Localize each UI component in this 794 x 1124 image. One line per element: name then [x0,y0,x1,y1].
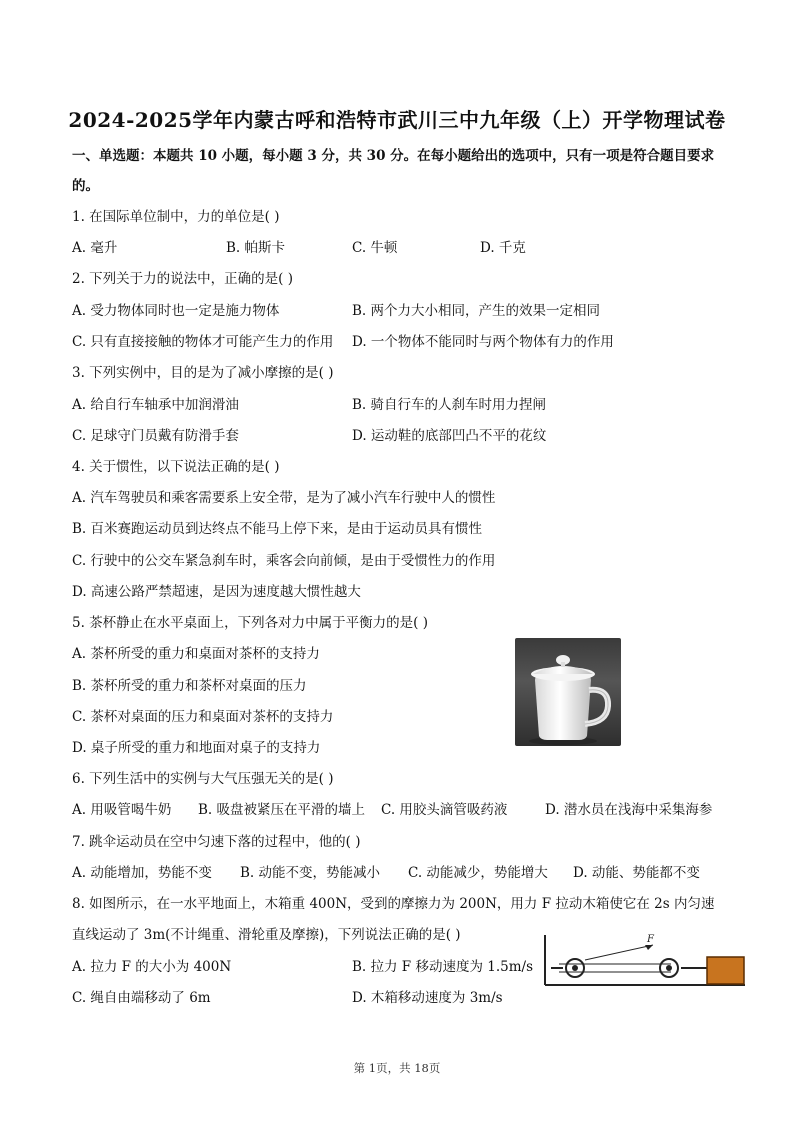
q1-option-d: D. 千克 [480,240,526,256]
fixed-pulley-icon [551,959,584,977]
q3-option-d: D. 运动鞋的底部凹凸不平的花纹 [352,428,547,444]
question-8-stem-cont: 直线运动了 3m(不计绳重、滑轮重及摩擦)，下列说法正确的是( ) [72,927,461,943]
page-title: 2024-2025学年内蒙古呼和浩特市武川三中九年级（上）开学物理试卷 [68,108,726,132]
question-8-stem: 8. 如图所示，在一水平地面上，木箱重 400N，受到的摩擦力为 200N，用力 F 拉动木箱使它在 2s 内匀速 [72,896,715,912]
q5-option-a: A. 茶杯所受的重力和桌面对茶杯的支持力 [72,646,320,662]
q7-option-b: B. 动能不变，势能减小 [240,865,381,881]
q7-option-a: A. 动能增加，势能不变 [72,865,212,881]
force-label: F [647,934,654,945]
q4-option-b: B. 百米赛跑运动员到达终点不能马上停下来，是由于运动员具有惯性 [72,521,483,537]
q4-option-c: C. 行驶中的公交车紧急刹车时，乘客会向前倾，是由于受惯性力的作用 [72,553,496,569]
q8-option-a: A. 拉力 F 的大小为 400N [72,959,232,975]
q1-option-b: B. 帕斯卡 [226,240,286,256]
q8-option-c: C. 绳自由端移动了 6m [72,990,211,1006]
q5-option-c: C. 茶杯对桌面的压力和桌面对茶杯的支持力 [72,709,334,725]
wooden-box [707,957,744,984]
force-arrow-icon [645,945,653,950]
q5-option-b: B. 茶杯所受的重力和茶杯对桌面的压力 [72,678,307,694]
q2-option-d: D. 一个物体不能同时与两个物体有力的作用 [352,334,614,350]
question-4-stem: 4. 关于惯性，以下说法正确的是( ) [72,459,280,475]
page-footer: 第 1页，共 18页 [353,1061,441,1075]
teacup-photo [515,638,621,746]
q3-option-a: A. 给自行车轴承中加润滑油 [72,397,239,413]
q8-option-d: D. 木箱移动速度为 3m/s [352,990,503,1006]
q8-option-b: B. 拉力 F 移动速度为 1.5m/s [352,959,533,975]
question-2-stem: 2. 下列关于力的说法中，正确的是( ) [72,271,293,287]
q3-option-c: C. 足球守门员戴有防滑手套 [72,428,239,444]
question-3-stem: 3. 下列实例中，目的是为了减小摩擦的是( ) [72,365,334,381]
section-heading-line1: 一、单选题：本题共 10 小题，每小题 3 分，共 30 分。在每小题给出的选项中，只有一项是符合题目要求 [72,148,715,164]
q4-option-a: A. 汽车驾驶员和乘客需要系上安全带，是为了减小汽车行驶中人的惯性 [72,490,496,506]
q1-option-c: C. 牛顿 [352,240,398,256]
q6-option-a: A. 用吸管喝牛奶 [72,802,172,818]
section-heading-line2: 的。 [72,178,99,194]
q6-option-c: C. 用胶头滴管吸药液 [381,802,508,818]
q4-option-d: D. 高速公路严禁超速，是因为速度越大惯性越大 [72,584,361,600]
q1-option-a: A. 毫升 [72,240,118,256]
movable-pulley-icon [660,959,707,977]
question-7-stem: 7. 跳伞运动员在空中匀速下落的过程中，他的( ) [72,834,361,850]
pulley-figure [541,931,747,993]
q2-option-a: A. 受力物体同时也一定是施力物体 [72,303,280,319]
q2-option-c: C. 只有直接接触的物体才可能产生力的作用 [72,334,334,350]
teacup-illustration [515,638,621,746]
q6-option-b: B. 吸盘被紧压在平滑的墙上 [198,802,366,818]
question-5-stem: 5. 茶杯静止在水平桌面上，下列各对力中属于平衡力的是( ) [72,615,428,631]
q5-option-d: D. 桌子所受的重力和地面对桌子的支持力 [72,740,321,756]
q3-option-b: B. 骑自行车的人刹车时用力捏闸 [352,397,547,413]
q7-option-c: C. 动能减少，势能增大 [408,865,548,881]
q7-option-d: D. 动能、势能都不变 [573,865,700,881]
question-1-stem: 1. 在国际单位制中，力的单位是( ) [72,209,280,225]
question-6-stem: 6. 下列生活中的实例与大气压强无关的是( ) [72,771,334,787]
q6-option-d: D. 潜水员在浅海中采集海参 [545,802,713,818]
q2-option-b: B. 两个力大小相同，产生的效果一定相同 [352,303,601,319]
